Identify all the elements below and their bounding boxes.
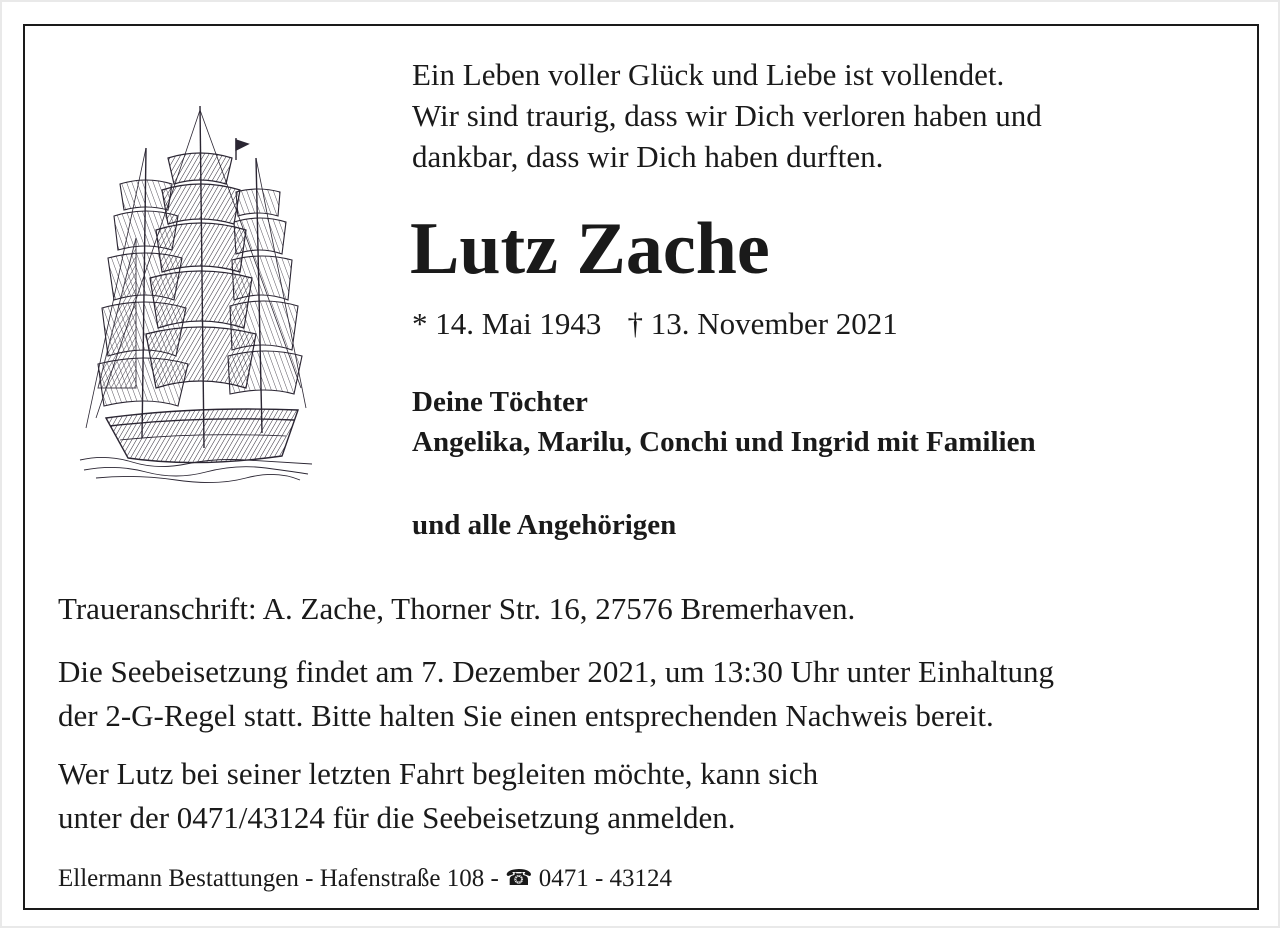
deceased-name: Lutz Zache [410,208,770,290]
telephone-icon: ☎ [505,866,533,891]
death-date: † 13. November 2021 [627,306,898,341]
intro-line: Wir sind traurig, dass wir Dich verloren haben und [412,98,1042,133]
funeral-home-text: Ellermann Bestattungen - Hafenstraße 108 - [58,865,506,892]
family-line: Angelika, Marilu, Conchi und Ingrid mit Familien [412,426,1036,458]
mourners-relatives: und alle Angehörigen [412,509,677,541]
registration-info [58,752,818,840]
intro-line: dankbar, dass wir Dich haben durften. [412,139,884,174]
funeral-home-footer [58,863,672,895]
intro-line: Ein Leben voller Glück und Liebe ist vollendet. [412,57,1005,92]
life-dates [412,304,898,344]
sailing-ship-illustration [76,88,316,488]
burial-info [58,650,1054,738]
register-line: Wer Lutz bei seiner letzten Fahrt begleiten möchte, kann sich [58,756,819,791]
burial-line: Die Seebeisetzung findet am 7. Dezember 2021, um 13:30 Uhr unter Einhaltung [58,654,1055,689]
funeral-home-phone: 0471 - 43124 [538,865,673,892]
mourning-address: Traueranschrift: A. Zache, Thorner Str. 16, 27576 Bremerhaven. [58,591,856,626]
register-line: unter der 0471/43124 für die Seebeisetzung anmelden. [58,800,736,835]
burial-line: der 2-G-Regel statt. Bitte halten Sie einen entsprechenden Nachweis bereit. [58,698,994,733]
intro-verse [412,54,1042,177]
family-line: Deine Töchter [412,386,588,418]
mourners-family [412,382,1036,462]
birth-date: * 14. Mai 1943 [412,306,602,341]
page-sheet [2,2,1278,926]
